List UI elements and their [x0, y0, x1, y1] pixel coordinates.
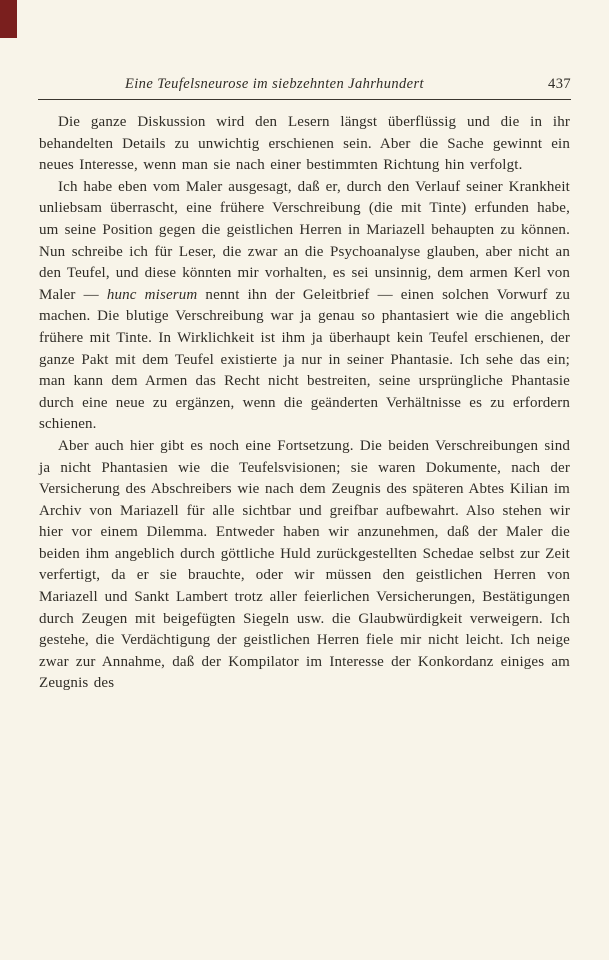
italic-text-run: hunc miserum: [106, 286, 198, 303]
running-title: Eine Teufelsneurose im siebzehnten Jahrhundert: [125, 76, 424, 92]
text-run: Die ganze Diskussion wird den Lesern längst überflüssig und die in ihr behandelten Details zu unwichtig erschienen sein. Aber die Sache gewinnt ein neues Interesse, wenn man sie nach einer bestimmten Richtung hin verfolgt.: [39, 114, 570, 174]
paragraph: [39, 112, 570, 177]
text-run: Ich habe eben vom Maler ausgesagt, daß er, durch den Verlauf seiner Krankheit unliebsam überrascht, eine frühere Verschreibung (die mit Tinte) erfunden habe, um seine Position gegen die geistlichen Herren in Mariazell behaupten zu können. Nun schreibe ich für Leser, die zwar an die Psychoanalyse glauben, aber nicht an den Teufel, und diese könnten mir vorhalten, es sei unsinnig, dem armen Kerl von Maler —: [39, 178, 570, 303]
text-run: nennt ihn der Geleitbrief — einen solchen Vorwurf zu machen. Die blutige Verschreibung war ja genau so phantasiert wie die angeblich frühere mit Tinte. In Wirklichkeit ist ihm ja überhaupt kein Teufel erschienen, der ganze Pakt mit dem Teufel existierte ja nur in seiner Phantasie. Ich sehe das ein; man kann dem Armen das Recht nicht bestreiten, seine ursprüngliche Phantasie durch eine neue zu ergänzen, wenn die geänderten Verhältnisse es zu erfordern schienen.: [39, 286, 571, 433]
page-number: 437: [548, 76, 571, 92]
page-header: [38, 76, 571, 96]
paragraph: [39, 436, 570, 695]
header-rule: [38, 99, 571, 100]
body-text: [39, 112, 570, 695]
corner-mark: [0, 0, 17, 38]
text-run: Aber auch hier gibt es noch eine Fortsetzung. Die beiden Verschreibungen sind ja nicht Phantasien wie die Teufelsvisionen; sie waren Dokumente, nach der Versicherung des Abschreibers wie nach dem Zeugnis des späteren Abtes Kilian im Archiv von Mariazell für alle sichtbar und greifbar aufbewahrt. Also stehen wir hier vor einem Dilemma. Entweder haben wir anzunehmen, daß der Maler die beiden ihm angeblich durch göttliche Huld zurückgestellten Schedae selbst zur Zeit verfertigt, da er sie brauchte, oder wir müssen den geistlichen Herren von Mariazell und Sankt Lambert trotz aller feierlichen Versicherungen, Bestätigungen durch Zeugen mit beigefügten Siegeln usw. die Glaubwürdigkeit verweigern. Ich gestehe, die Verdächtigung der geistlichen Herren fiele mir nicht leicht. Ich neige zwar zur Annahme, daß der Kompilator im Interesse der Konkordanz einiges am Zeugnis des: [39, 437, 570, 692]
paragraph: [39, 177, 570, 436]
